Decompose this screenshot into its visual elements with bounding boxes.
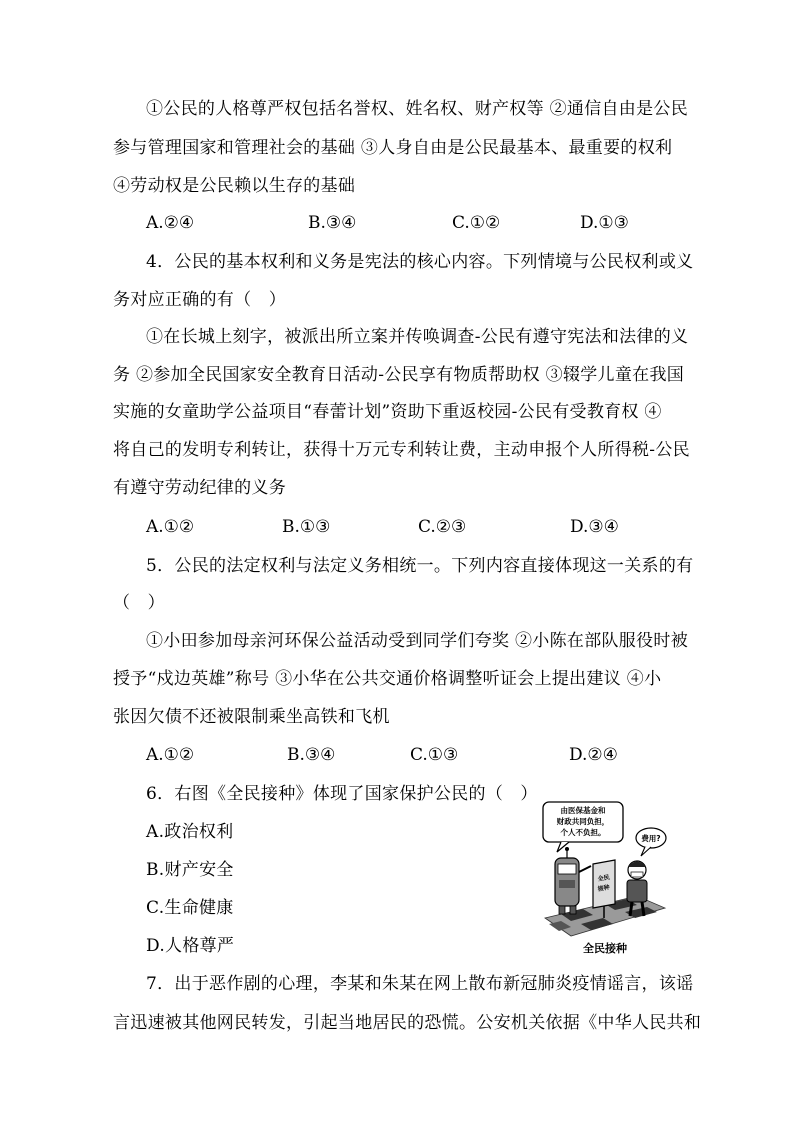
q4-stem-line: 务对应正确的有（ ）: [113, 290, 286, 310]
q4-statement-line: 实施的女童助学公益项目“春蕾计划”资助下重返校园-公民有受教育权 ④: [113, 402, 662, 422]
q5-option-c[interactable]: C.①③: [410, 745, 459, 765]
q6-option-d[interactable]: D.人格尊严: [146, 936, 235, 956]
bubble1-line: 财政共同负担，: [556, 817, 610, 826]
q5-statement-line: 张因欠债不还被限制乘坐高铁和飞机: [113, 707, 390, 727]
robot-character: [555, 847, 591, 914]
q4-option-d[interactable]: D.③④: [570, 517, 619, 537]
q3-statement-line: ④劳动权是公民赖以生存的基础: [113, 176, 356, 196]
bubble2-text: 费用?: [641, 834, 661, 843]
q6-stem: 6．右图《全民接种》体现了国家保护公民的（ ）: [146, 784, 538, 804]
q3-statement-line: ①公民的人格尊严权包括名誉权、姓名权、财产权等 ②通信自由是公民: [146, 99, 689, 119]
q7-stem-line: 7．出于恶作剧的心理，李某和朱某在网上散布新冠肺炎疫情谣言，该谣: [146, 974, 694, 994]
cartoon-illustration: [541, 800, 669, 940]
q3-option-b[interactable]: B.③④: [308, 213, 357, 233]
vaccination-cartoon: [541, 800, 669, 962]
q3-option-c[interactable]: C.①②: [452, 213, 501, 233]
q4-statement-line: 将自己的发明专利转让，获得十万元专利转让费，主动申报个人所得税-公民: [113, 440, 690, 460]
q6-option-c[interactable]: C.生命健康: [146, 898, 234, 918]
q5-statement-line: 授予“戍边英雄”称号 ③小华在公共交通价格调整听证会上提出建议 ④小: [113, 669, 662, 689]
q4-statement-line: 有遵守劳动纪律的义务: [113, 478, 286, 498]
q4-stem-line: 4．公民的基本权利和义务是宪法的核心内容。下列情境与公民权利或义: [146, 252, 694, 272]
q3-option-d[interactable]: D.①③: [580, 213, 629, 233]
q6-option-a[interactable]: A.政治权利: [146, 822, 234, 842]
q4-statement-line: 务 ②参加全民国家安全教育日活动-公民享有物质帮助权 ③辍学儿童在我国: [113, 365, 685, 385]
q4-option-b[interactable]: B.①③: [282, 517, 331, 537]
q5-option-b[interactable]: B.③④: [287, 745, 336, 765]
q3-option-a[interactable]: A.②④: [146, 213, 195, 233]
q5-statement-line: ①小田参加母亲河环保公益活动受到同学们夸奖 ②小陈在部队服役时被: [146, 631, 689, 651]
q5-stem-line: 5．公民的法定权利与法定义务相统一。下列内容直接体现这一关系的有: [146, 556, 694, 576]
q4-statement-line: ①在长城上刻字，被派出所立案并传唤调查-公民有遵守宪法和法律的义: [146, 327, 689, 347]
q5-stem-line: （ ）: [113, 593, 165, 613]
q4-option-c[interactable]: C.②③: [418, 517, 467, 537]
q7-stem-line: 言迅速被其他网民转发，引起当地居民的恐慌。公安机关依据《中华人民共和: [113, 1013, 702, 1033]
figure-caption: 全民接种: [583, 942, 627, 955]
q3-statement-line: 参与管理国家和管理社会的基础 ③人身自由是公民最基本、最重要的权利: [113, 138, 673, 158]
q5-option-d[interactable]: D.②④: [569, 745, 618, 765]
q4-option-a[interactable]: A.①②: [146, 517, 195, 537]
q5-option-a[interactable]: A.①②: [146, 745, 195, 765]
bubble1-line: 由医保基金和: [560, 806, 606, 815]
bubble1-line: 个人不负担。: [560, 828, 606, 837]
svg-text:全民: 全民: [597, 874, 611, 884]
svg-text:接种: 接种: [597, 884, 611, 894]
q6-option-b[interactable]: B.财产安全: [146, 860, 234, 880]
